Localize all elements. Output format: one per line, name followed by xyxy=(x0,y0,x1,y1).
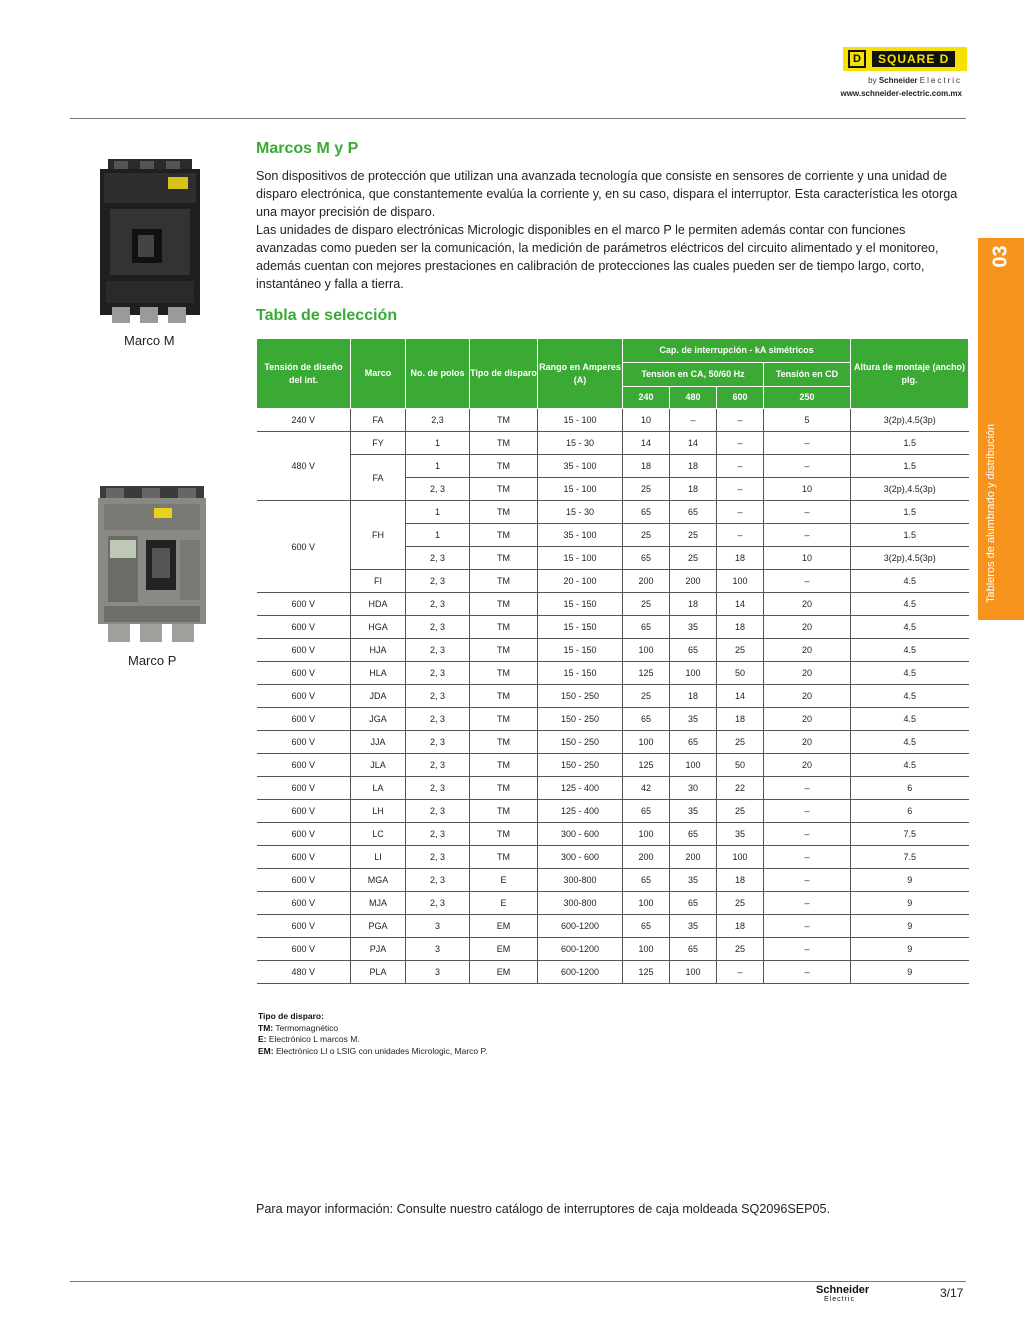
table-cell: 2, 3 xyxy=(406,685,470,708)
table-cell: 600 V xyxy=(257,892,351,915)
table-cell: 30 xyxy=(670,777,717,800)
table-cell: 15 - 150 xyxy=(538,616,623,639)
table-cell: TM xyxy=(470,846,538,869)
header-480: 480 xyxy=(670,387,717,409)
table-cell: 125 xyxy=(623,961,670,984)
table-cell: 25 xyxy=(623,593,670,616)
table-cell: 4.5 xyxy=(851,662,969,685)
table-row xyxy=(257,777,969,800)
table-cell: JLA xyxy=(351,754,406,777)
table-cell: 2, 3 xyxy=(406,800,470,823)
table-cell: MGA xyxy=(351,869,406,892)
table-cell: JDA xyxy=(351,685,406,708)
square-d-logo xyxy=(843,47,967,71)
table-cell: 25 xyxy=(717,639,764,662)
table-cell: TM xyxy=(470,708,538,731)
table-row xyxy=(257,593,969,616)
table-cell: 9 xyxy=(851,892,969,915)
table-cell: 35 xyxy=(670,915,717,938)
table-cell: 200 xyxy=(623,846,670,869)
table-cell: 600 V xyxy=(257,915,351,938)
table-cell: 9 xyxy=(851,961,969,984)
table-row xyxy=(257,800,969,823)
table-row xyxy=(257,754,969,777)
table-cell: E xyxy=(470,869,538,892)
table-cell: 4.5 xyxy=(851,616,969,639)
table-cell: 20 xyxy=(764,616,851,639)
table-cell: 100 xyxy=(623,639,670,662)
chapter-label: Tableros de alumbrado y distribución xyxy=(985,423,997,603)
table-cell: 65 xyxy=(670,938,717,961)
micrologic-paragraph: Las unidades de disparo electrónicas Micrologic disponibles en el marco P le permiten además contar con funciones avanzadas como pueden ser la comunicación, la medición de parámetros eléctricos del circuito alimentado y el monitoreo, además cuentan con mejores prestaciones en calibración de protecciones las cuales pueden ser de tiempo largo, corto, instantáneo y falla a tierra. xyxy=(256,223,939,291)
table-cell: 20 xyxy=(764,662,851,685)
table-cell: 3 xyxy=(406,938,470,961)
table-cell: 600-1200 xyxy=(538,938,623,961)
table-cell: 9 xyxy=(851,869,969,892)
table-cell: 600 V xyxy=(257,823,351,846)
table-cell: LC xyxy=(351,823,406,846)
table-cell: 14 xyxy=(717,593,764,616)
table-cell: 7.5 xyxy=(851,823,969,846)
table-cell: 3 xyxy=(406,961,470,984)
table-cell: 25 xyxy=(717,938,764,961)
table-cell: 150 - 250 xyxy=(538,754,623,777)
table-row: 480 V FY 1 TM 15 - 30 14 14 – – 1.5 xyxy=(257,432,969,455)
table-cell: 2, 3 xyxy=(406,754,470,777)
table-cell: 4.5 xyxy=(851,754,969,777)
table-cell: HLA xyxy=(351,662,406,685)
schneider-name: Schneider xyxy=(878,76,918,85)
table-cell: JGA xyxy=(351,708,406,731)
table-cell: 50 xyxy=(717,754,764,777)
table-cell: 20 xyxy=(764,685,851,708)
header-divider xyxy=(70,118,966,119)
header-capacity: Cap. de interrupción - kA simétricos xyxy=(623,339,851,363)
table-cell: 35 xyxy=(670,708,717,731)
table-cell: TM xyxy=(470,616,538,639)
table-cell: 2, 3 xyxy=(406,731,470,754)
table-cell: 14 xyxy=(717,685,764,708)
table-cell: 600 V xyxy=(257,869,351,892)
table-cell: 600 V xyxy=(257,685,351,708)
table-row xyxy=(257,846,969,869)
schneider-footer-logo: Schneider Electric xyxy=(816,1284,870,1303)
table-cell: 20 xyxy=(764,708,851,731)
table-cell: 100 xyxy=(670,961,717,984)
header-voltage: Tensión de diseño del int. xyxy=(257,339,351,409)
table-cell: 18 xyxy=(717,915,764,938)
header-600: 600 xyxy=(717,387,764,409)
table-cell: 600 V xyxy=(257,731,351,754)
header-frame: Marco xyxy=(351,339,406,409)
table-cell: TM xyxy=(470,777,538,800)
table-cell: TM xyxy=(470,593,538,616)
table-cell: 600 V xyxy=(257,639,351,662)
table-cell: 18 xyxy=(670,685,717,708)
table-cell: TM xyxy=(470,639,538,662)
table-cell: HDA xyxy=(351,593,406,616)
table-cell: LI xyxy=(351,846,406,869)
table-row: 1 TM 35 - 100 25 25 – – 1.5 xyxy=(257,524,969,547)
table-row xyxy=(257,708,969,731)
table-cell: 4.5 xyxy=(851,731,969,754)
table-cell: 35 xyxy=(717,823,764,846)
table-cell: 300 - 600 xyxy=(538,846,623,869)
table-cell: 600 V xyxy=(257,593,351,616)
table-cell: 480 V xyxy=(257,961,351,984)
table-cell: 25 xyxy=(717,892,764,915)
intro-paragraph: Son dispositivos de protección que utilizan una avanzada tecnología que consiste en sensores de corriente y una unidad de disparo electrónica, que constantemente evalúa la corriente y, en su caso, dispara el interruptor. Esta característica les otorga una mayor precisión de disparo. xyxy=(256,169,958,219)
table-cell: 600 V xyxy=(257,846,351,869)
table-cell: 100 xyxy=(623,938,670,961)
table-cell: 300-800 xyxy=(538,892,623,915)
table-row: 2, 3 TM 15 - 100 25 18 – 10 3(2p),4.5(3p) xyxy=(257,478,969,501)
table-row xyxy=(257,869,969,892)
table-cell: – xyxy=(764,846,851,869)
table-cell: 150 - 250 xyxy=(538,685,623,708)
table-row: 240 V FA 2,3 TM 15 - 100 10 – – 5 3(2p),4.5(3p) xyxy=(257,409,969,432)
trip-type-notes: Tipo de disparo: TM: Termomagnético E: Electrónico L marcos M. EM: Electrónico LI o LSIG con unidades Micrologic, Marco P. xyxy=(258,1011,488,1056)
table-cell: LA xyxy=(351,777,406,800)
square-d-mark: D xyxy=(848,50,866,68)
table-cell: 18 xyxy=(670,593,717,616)
table-cell: 100 xyxy=(717,846,764,869)
table-cell: 65 xyxy=(623,616,670,639)
table-cell: 18 xyxy=(717,616,764,639)
table-cell: 4.5 xyxy=(851,685,969,708)
table-cell: 65 xyxy=(623,915,670,938)
table-cell: 65 xyxy=(670,639,717,662)
table-cell: 600 V xyxy=(257,662,351,685)
table-row: FI 2, 3 TM 20 - 100 200 200 100 – 4.5 xyxy=(257,570,969,593)
table-cell: 2, 3 xyxy=(406,869,470,892)
table-cell: 300 - 600 xyxy=(538,823,623,846)
table-cell: 125 xyxy=(623,662,670,685)
table-cell: 20 xyxy=(764,593,851,616)
table-cell: 4.5 xyxy=(851,708,969,731)
table-title: Tabla de selección xyxy=(256,307,398,324)
table-cell: 2, 3 xyxy=(406,639,470,662)
table-cell: PJA xyxy=(351,938,406,961)
selection-table xyxy=(256,338,969,984)
table-row xyxy=(257,938,969,961)
table-cell: 125 xyxy=(623,754,670,777)
table-cell: 18 xyxy=(717,869,764,892)
marco-p-caption: Marco P xyxy=(128,653,177,668)
table-cell: 2, 3 xyxy=(406,662,470,685)
table-cell: 25 xyxy=(717,800,764,823)
footer-divider xyxy=(70,1281,966,1282)
table-cell: 2, 3 xyxy=(406,823,470,846)
table-cell: 100 xyxy=(670,754,717,777)
table-cell: E xyxy=(470,892,538,915)
table-cell: 600 V xyxy=(257,800,351,823)
table-cell: 35 xyxy=(670,616,717,639)
byline: by Schneider Electric xyxy=(868,76,962,85)
table-cell: 25 xyxy=(717,731,764,754)
table-cell: 300-800 xyxy=(538,869,623,892)
table-cell: HGA xyxy=(351,616,406,639)
table-cell: EM xyxy=(470,961,538,984)
table-cell: 65 xyxy=(670,823,717,846)
table-cell: 20 xyxy=(764,754,851,777)
table-cell: 150 - 250 xyxy=(538,731,623,754)
table-cell: 3 xyxy=(406,915,470,938)
header-poles: No. de polos xyxy=(406,339,470,409)
table-cell: 9 xyxy=(851,938,969,961)
table-cell: 600 V xyxy=(257,616,351,639)
table-row xyxy=(257,639,969,662)
table-cell: 15 - 150 xyxy=(538,639,623,662)
header-trip: Tipo de disparo xyxy=(470,339,538,409)
header-ac: Tensión en CA, 50/60 Hz xyxy=(623,363,764,387)
table-row xyxy=(257,961,969,984)
header-250: 250 xyxy=(764,387,851,409)
table-cell: TM xyxy=(470,685,538,708)
table-row xyxy=(257,731,969,754)
table-cell: 35 xyxy=(670,869,717,892)
table-cell: 100 xyxy=(623,892,670,915)
table-cell: 15 - 150 xyxy=(538,593,623,616)
website-link[interactable]: www.schneider-electric.com.mx xyxy=(840,89,962,98)
table-cell: – xyxy=(764,892,851,915)
table-cell: 35 xyxy=(670,800,717,823)
table-cell: 600 V xyxy=(257,777,351,800)
table-row xyxy=(257,685,969,708)
table-cell: 65 xyxy=(670,731,717,754)
table-cell: 100 xyxy=(623,823,670,846)
table-cell: 9 xyxy=(851,915,969,938)
table-row: 600 V FH 1 TM 15 - 30 65 65 – – 1.5 xyxy=(257,501,969,524)
table-cell: 600 V xyxy=(257,708,351,731)
table-cell: – xyxy=(764,961,851,984)
table-cell: TM xyxy=(470,800,538,823)
table-cell: TM xyxy=(470,754,538,777)
table-cell: 100 xyxy=(623,731,670,754)
table-cell: 600-1200 xyxy=(538,961,623,984)
table-cell: 65 xyxy=(670,892,717,915)
header-240: 240 xyxy=(623,387,670,409)
table-cell: – xyxy=(717,961,764,984)
table-cell: 600 V xyxy=(257,938,351,961)
table-cell: 6 xyxy=(851,777,969,800)
table-cell: 65 xyxy=(623,800,670,823)
table-cell: MJA xyxy=(351,892,406,915)
table-row xyxy=(257,823,969,846)
table-cell: 600 V xyxy=(257,754,351,777)
marco-m-image xyxy=(94,157,206,327)
table-cell: 7.5 xyxy=(851,846,969,869)
table-row xyxy=(257,616,969,639)
table-row xyxy=(257,892,969,915)
table-cell: 25 xyxy=(623,685,670,708)
table-cell: 2, 3 xyxy=(406,616,470,639)
square-d-wordmark: SQUARE D xyxy=(872,51,955,67)
table-cell: TM xyxy=(470,662,538,685)
header-height: Altura de montaje (ancho) plg. xyxy=(851,339,969,409)
table-cell: EM xyxy=(470,938,538,961)
table-cell: 600-1200 xyxy=(538,915,623,938)
table-cell: 15 - 150 xyxy=(538,662,623,685)
table-cell: – xyxy=(764,777,851,800)
table-cell: 2, 3 xyxy=(406,777,470,800)
table-cell: 18 xyxy=(717,708,764,731)
more-info-text: Para mayor información: Consulte nuestro catálogo de interruptores de caja moldeada SQ2096SEP05. xyxy=(256,1202,831,1216)
table-cell: PLA xyxy=(351,961,406,984)
marco-m-caption: Marco M xyxy=(124,333,175,348)
table-cell: 50 xyxy=(717,662,764,685)
header-range: Rango en Amperes (A) xyxy=(538,339,623,409)
table-cell: 65 xyxy=(623,708,670,731)
table-cell: – xyxy=(764,869,851,892)
table-cell: 6 xyxy=(851,800,969,823)
table-cell: TM xyxy=(470,823,538,846)
table-cell: – xyxy=(764,800,851,823)
marco-p-image xyxy=(94,484,209,644)
table-cell: 4.5 xyxy=(851,639,969,662)
table-cell: – xyxy=(764,938,851,961)
table-cell: PGA xyxy=(351,915,406,938)
table-cell: 125 - 400 xyxy=(538,800,623,823)
table-cell: – xyxy=(764,823,851,846)
table-row: 2, 3 TM 15 - 100 65 25 18 10 3(2p),4.5(3p) xyxy=(257,547,969,570)
chapter-number: 03 xyxy=(989,245,1012,268)
table-cell: HJA xyxy=(351,639,406,662)
table-row xyxy=(257,915,969,938)
table-cell: 65 xyxy=(623,869,670,892)
table-cell: 20 xyxy=(764,731,851,754)
table-cell: 2, 3 xyxy=(406,593,470,616)
section-title: Marcos M y P xyxy=(256,140,359,157)
table-cell: 200 xyxy=(670,846,717,869)
table-cell: EM xyxy=(470,915,538,938)
table-row: FA 1 TM 35 - 100 18 18 – – 1.5 xyxy=(257,455,969,478)
header-dc: Tensión en CD xyxy=(764,363,851,387)
table-cell: 2, 3 xyxy=(406,846,470,869)
table-cell: JJA xyxy=(351,731,406,754)
table-cell: 100 xyxy=(670,662,717,685)
table-cell: 150 - 250 xyxy=(538,708,623,731)
table-cell: 2, 3 xyxy=(406,892,470,915)
table-cell: 2, 3 xyxy=(406,708,470,731)
table-cell: – xyxy=(764,915,851,938)
table-cell: 125 - 400 xyxy=(538,777,623,800)
table-cell: 22 xyxy=(717,777,764,800)
table-cell: TM xyxy=(470,731,538,754)
table-cell: LH xyxy=(351,800,406,823)
table-cell: 42 xyxy=(623,777,670,800)
table-cell: 20 xyxy=(764,639,851,662)
table-cell: 4.5 xyxy=(851,593,969,616)
page-number: 3/17 xyxy=(940,1286,964,1300)
table-row xyxy=(257,662,969,685)
